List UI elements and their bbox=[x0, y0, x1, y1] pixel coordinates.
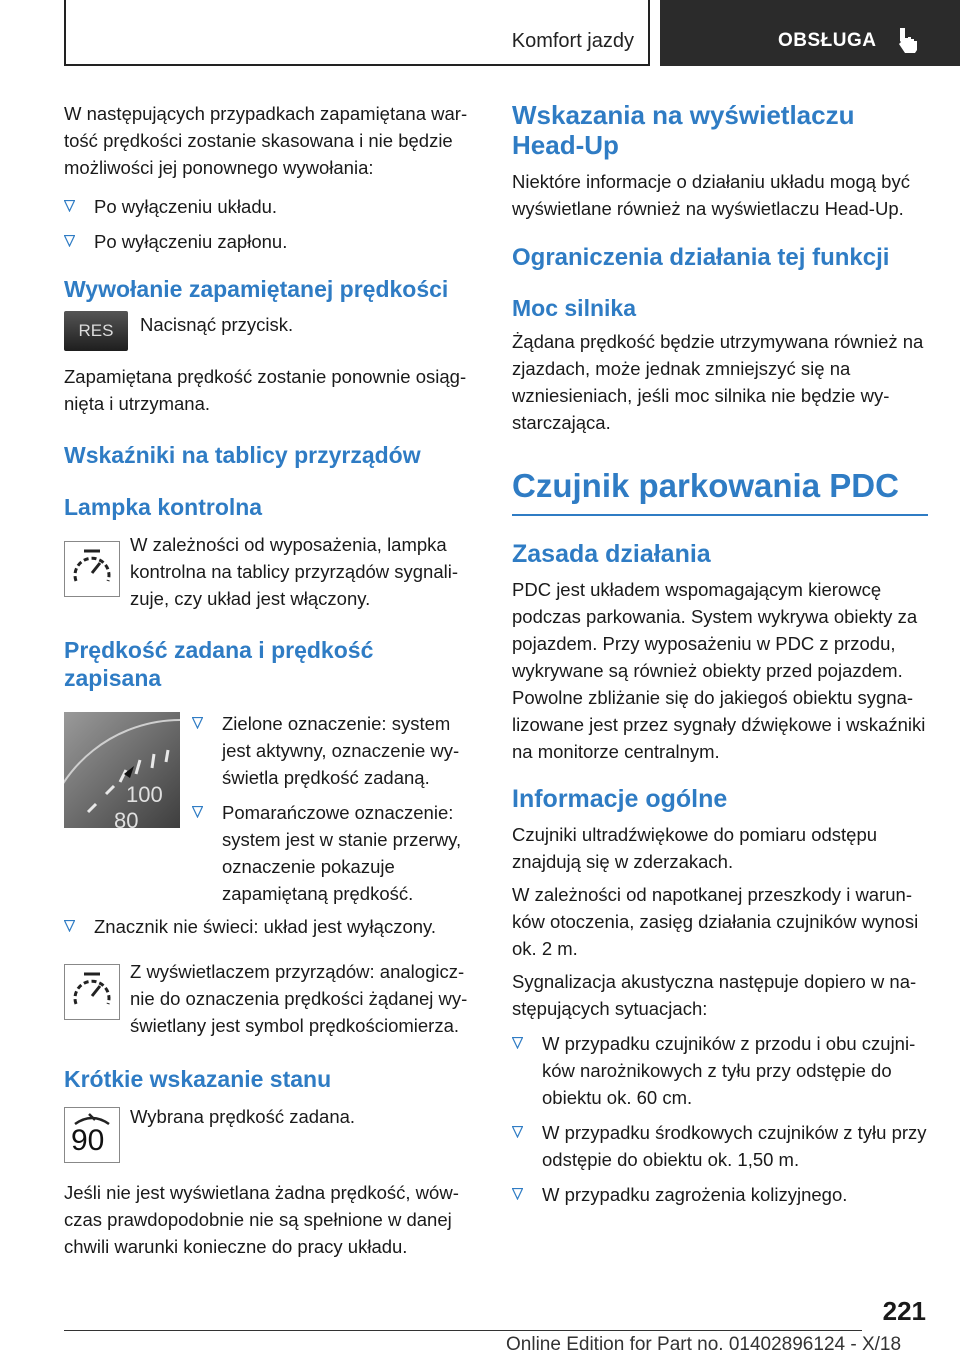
status-description: Wybrana prędkość zadana. bbox=[130, 1106, 356, 1127]
list-item-text: Znacznik nie świeci: układ jest wyłączony. bbox=[94, 916, 437, 937]
triangle-bullet-icon bbox=[512, 1188, 523, 1200]
right-column bbox=[512, 100, 928, 1214]
list-item bbox=[192, 799, 476, 907]
heading-limits: Ograniczenia działania tej funkcji bbox=[512, 244, 890, 271]
triangle-bullet-icon bbox=[512, 1037, 523, 1049]
gauge-label-80: 80 bbox=[114, 808, 139, 828]
heading-set-speed: Prędkość zadana i prędkość zapisana bbox=[64, 637, 374, 691]
list-item-text: W przypadku zagrożenia kolizyjnego. bbox=[542, 1184, 848, 1205]
res-instruction: Nacisnąć przycisk. bbox=[140, 314, 294, 335]
speedometer-block bbox=[64, 710, 476, 907]
general-paragraph-2: W zależności od napotkanej przeszkody i warunków otoczenia, zasięg działania czujników wynosi ok. 2 m. bbox=[512, 884, 919, 959]
footer-rule bbox=[64, 1330, 862, 1331]
set-speed-status-icon bbox=[64, 1107, 120, 1163]
speedometer-lamp-icon bbox=[64, 541, 120, 597]
general-paragraph-3: Sygnalizacja akustyczna następuje dopiero w następujących sytuacjach: bbox=[512, 971, 917, 1019]
chapter-tab[interactable] bbox=[660, 0, 960, 66]
list-item bbox=[512, 1030, 928, 1111]
hand-pointer-icon bbox=[896, 26, 920, 54]
list-item bbox=[512, 1119, 928, 1173]
triangle-bullet-icon bbox=[64, 200, 75, 212]
speedometer-lamp-icon bbox=[64, 964, 120, 1020]
list-item-text: Po wyłączeniu układu. bbox=[94, 196, 278, 217]
triangle-bullet-icon bbox=[512, 1126, 523, 1138]
triangle-bullet-icon bbox=[64, 235, 75, 247]
heading-principle: Zasada działania bbox=[512, 540, 711, 568]
res-button-icon bbox=[64, 311, 128, 351]
list-item-text: Po wyłączeniu zapłonu. bbox=[94, 231, 288, 252]
triangle-bullet-icon bbox=[192, 806, 203, 818]
analog-row bbox=[64, 958, 476, 1039]
heading-hud: Wskazania na wyświetlaczu Head-Up bbox=[512, 100, 855, 160]
general-paragraph-1: Czujniki ultradźwiękowe do pomiaru odstępu znajdują się w zderzakach. bbox=[512, 824, 878, 872]
left-column bbox=[64, 100, 476, 1266]
recall-paragraph: Zapamiętana prędkość zostanie ponownie osiągnięta i utrzymana. bbox=[64, 366, 467, 414]
status-row bbox=[64, 1103, 476, 1163]
status-speed-value: 90 bbox=[71, 1124, 105, 1157]
list-item-text: Pomarańczowe oznaczenie: system jest w stanie przerwy, oznaczenie pokazuje zapamiętaną prędkość. bbox=[222, 802, 462, 904]
list-item bbox=[64, 913, 476, 940]
page-number: 221 bbox=[882, 1296, 926, 1326]
list-item bbox=[64, 193, 476, 220]
footer-edition: Online Edition for Part no. 01402896124 - X/18 bbox=[506, 1334, 902, 1355]
list-item-text: W przypadku czujników z przodu i obu czujników narożnikowych z tyłu przy odstępie do obiektu ok. 60 cm. bbox=[542, 1033, 916, 1108]
heading-control-lamp: Lampka kontrolna bbox=[64, 494, 263, 520]
section-title: Komfort jazdy bbox=[511, 30, 634, 52]
heading-indicators: Wskaźniki na tablicy przyrządów bbox=[64, 442, 421, 468]
heading-status: Krótkie wskazanie stanu bbox=[64, 1066, 332, 1092]
heading-pdc: Czujnik parkowania PDC bbox=[512, 467, 899, 504]
list-item bbox=[64, 228, 476, 255]
chapter-tab-label: OBSŁUGA bbox=[778, 30, 877, 51]
res-button-label: RES bbox=[78, 321, 114, 340]
lamp-row bbox=[64, 531, 476, 612]
principle-paragraph: PDC jest układem wspomagającym kierowcę podczas parkowania. System wykrywa obiekty za pojazdem. Przy wyposażeniu w PDC z przodu, wykrywane są również obiekty przed pojazdem. Powolne zbliżanie się do jakiegoś obiektu sygnalizowane jest przez sygnały dźwiękowe i wskaźniki na monitorze centralnym. bbox=[512, 579, 926, 762]
intro-paragraph: W następujących przypadkach zapamiętana wartość prędkości zostanie skasowana i nie będzie możliwości jej ponownego wywołania: bbox=[64, 103, 468, 178]
list-item bbox=[192, 710, 476, 791]
list-item-text: W przypadku środkowych czujników z tyłu przy odstępie do obiektu ok. 1,50 m. bbox=[542, 1122, 927, 1170]
triangle-bullet-icon bbox=[64, 920, 75, 932]
gauge-label-100: 100 bbox=[126, 782, 163, 807]
list-item bbox=[512, 1181, 928, 1208]
heading-recall-speed: Wywołanie zapamiętanej prędkości bbox=[64, 276, 449, 302]
lamp-description: W zależności od wyposażenia, lampka kontrolna na tablicy przyrządów sygnalizuje, czy układ jest włączony. bbox=[130, 534, 459, 609]
heading-rule bbox=[512, 514, 928, 516]
triangle-bullet-icon bbox=[192, 717, 203, 729]
engine-paragraph: Żądana prędkość będzie utrzymywana również na zjazdach, może jednak zmniejszyć się na wzniesieniach, jeśli moc silnika nie będzie wystarczająca. bbox=[512, 331, 924, 433]
header-section-box bbox=[64, 0, 650, 66]
list-item-text: Zielone oznaczenie: system jest aktywny, oznaczenie wyświetla prędkość zadaną. bbox=[222, 713, 460, 788]
analog-description: Z wyświetlaczem przyrządów: analogicznie do oznaczenia prędkości żądanej wyświetlany jest symbol prędkościomierza. bbox=[130, 961, 468, 1036]
res-button-row bbox=[64, 311, 476, 353]
heading-general: Informacje ogólne bbox=[512, 785, 728, 813]
hud-paragraph: Niektóre informacje o działaniu układu mogą być wyświetlane również na wyświetlaczu Head-Up. bbox=[512, 171, 910, 219]
speedometer-gauge-image bbox=[64, 712, 180, 828]
final-paragraph: Jeśli nie jest wyświetlana żadna prędkość, wówczas prawdopodobnie nie są spełnione w danej chwili warunki konieczne do pracy układu. bbox=[64, 1182, 459, 1257]
heading-engine: Moc silnika bbox=[512, 295, 636, 321]
